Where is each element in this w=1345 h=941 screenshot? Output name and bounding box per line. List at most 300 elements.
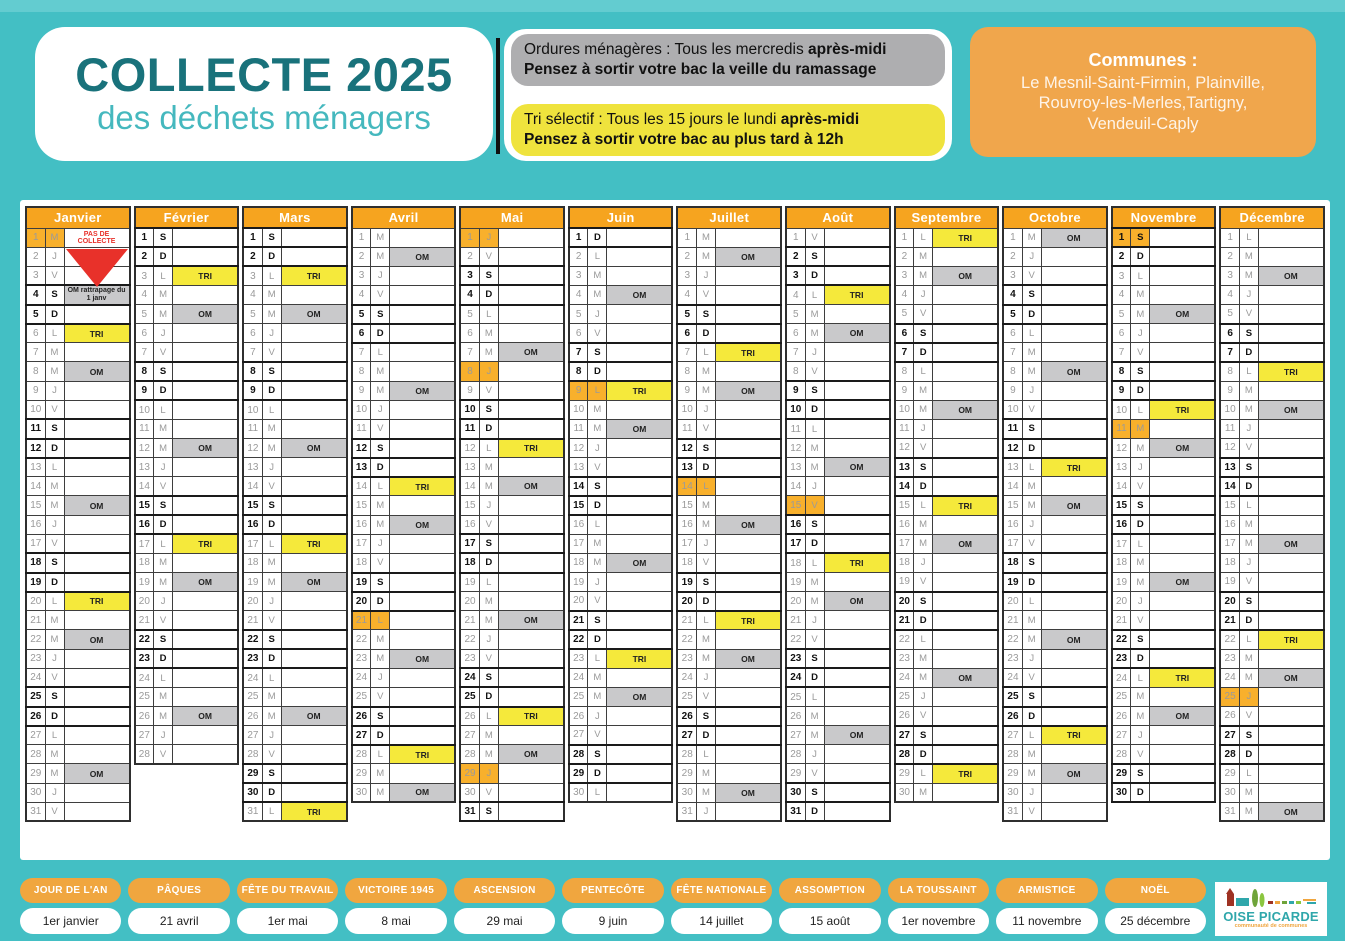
day-letter: L [805,687,824,706]
day-row [1112,419,1216,438]
day-marker [64,400,130,419]
day-row [786,381,890,400]
day-marker [1041,477,1107,496]
day-row [135,419,239,438]
day-row [1003,649,1107,668]
day-letter: M [696,381,715,400]
day-row [786,630,890,649]
day-letter: V [45,534,64,553]
day-letter: D [588,362,607,381]
day-number: 19 [1112,573,1131,592]
day-letter: D [371,592,390,611]
day-number: 20 [1003,592,1022,611]
day-row [1112,611,1216,630]
day-marker [607,266,673,285]
day-number: 2 [677,247,696,266]
day-letter: M [479,458,498,477]
day-row [1220,439,1324,458]
day-number: 20 [895,592,914,611]
day-row [460,228,564,247]
om-marker: OM [1150,305,1216,324]
day-number: 2 [26,247,45,266]
day-letter: M [588,687,607,706]
day-row [895,400,999,419]
day-number: 18 [1220,553,1239,572]
day-row [243,381,347,400]
om-marker: OM [1150,439,1216,458]
day-number: 1 [243,228,262,247]
day-row [26,630,130,649]
day-letter: V [914,305,933,324]
day-row [569,764,673,783]
day-row [135,668,239,687]
day-number: 18 [460,553,479,572]
day-row [460,324,564,343]
day-letter: J [1239,285,1258,304]
day-number: 6 [786,324,805,343]
day-marker [498,458,564,477]
day-row [135,534,239,553]
om-marker: OM [64,630,130,649]
day-letter: S [914,726,933,745]
day-row [1003,726,1107,745]
day-row [352,477,456,496]
tri-marker: TRI [933,496,999,515]
day-number: 31 [26,802,45,821]
om-marker: OM [498,611,564,630]
day-letter: L [45,324,64,343]
day-marker [1041,534,1107,553]
day-marker [933,419,999,438]
day-marker [390,266,456,285]
day-row [243,726,347,745]
day-letter: J [696,400,715,419]
day-number: 6 [460,324,479,343]
day-number: 23 [135,649,154,668]
day-marker [1041,553,1107,572]
tri-marker: TRI [824,553,890,572]
om-marker: OM [173,439,239,458]
day-number: 3 [1112,266,1131,285]
day-number: 18 [786,553,805,572]
month-header: Octobre [1003,207,1107,228]
day-marker [1150,515,1216,534]
day-letter: S [371,439,390,458]
day-marker [715,553,781,572]
day-number: 25 [460,687,479,706]
day-row [895,630,999,649]
day-marker [173,362,239,381]
day-number: 16 [26,515,45,534]
day-marker [64,534,130,553]
day-letter: L [914,630,933,649]
day-marker [1258,439,1324,458]
day-row [1003,305,1107,324]
holiday-label: ASCENSION [454,878,555,903]
day-row [26,515,130,534]
day-row [786,802,890,821]
day-number: 16 [569,515,588,534]
day-number: 4 [26,285,45,304]
day-row [786,611,890,630]
month-février [134,206,240,765]
day-number: 16 [1112,515,1131,534]
day-row [243,439,347,458]
day-number: 13 [352,458,371,477]
day-number: 30 [786,783,805,802]
day-letter: S [805,247,824,266]
day-letter: J [805,343,824,362]
month-juin [568,206,674,803]
day-letter: M [154,305,173,324]
day-marker [498,496,564,515]
day-row [1220,496,1324,515]
day-row [677,419,781,438]
day-marker [281,285,347,304]
day-number: 6 [677,324,696,343]
day-letter: J [914,285,933,304]
day-number: 19 [26,573,45,592]
day-marker [64,687,130,706]
day-row [1220,687,1324,706]
day-row [1112,266,1216,285]
day-marker [824,362,890,381]
day-number: 11 [1112,419,1131,438]
day-number: 23 [1112,649,1131,668]
day-letter: L [262,400,281,419]
day-row [243,764,347,783]
day-marker [173,324,239,343]
day-letter: D [1022,573,1041,592]
day-letter: M [154,687,173,706]
day-number: 16 [1220,515,1239,534]
day-row [243,458,347,477]
om-marker: OM [1150,707,1216,726]
day-marker [281,419,347,438]
holiday-label: ARMISTICE [996,878,1097,903]
day-letter: L [1239,764,1258,783]
day-letter: V [154,477,173,496]
day-marker [824,611,890,630]
day-letter: M [1022,228,1041,247]
day-number: 20 [352,592,371,611]
day-number: 21 [677,611,696,630]
day-row [895,477,999,496]
day-row [1003,515,1107,534]
day-letter: J [914,419,933,438]
day-letter: S [1131,362,1150,381]
holiday-label: PENTECÔTE [562,878,663,903]
day-letter: V [1239,305,1258,324]
day-marker [1150,228,1216,247]
day-row [677,745,781,764]
day-number: 15 [243,496,262,515]
day-letter: L [914,362,933,381]
day-marker [1150,496,1216,515]
day-letter: V [1022,266,1041,285]
day-marker [607,228,673,247]
tri-marker: TRI [173,266,239,285]
day-row [1003,400,1107,419]
day-row [135,285,239,304]
holiday-label: FÊTE NATIONALE [671,878,772,903]
day-row [135,381,239,400]
day-marker [498,687,564,706]
day-letter: V [154,343,173,362]
day-marker [1258,477,1324,496]
day-row [352,764,456,783]
day-row [460,266,564,285]
day-number: 31 [1220,802,1239,821]
day-row [460,592,564,611]
day-marker [498,764,564,783]
day-row [786,668,890,687]
day-row [26,305,130,324]
day-marker [1150,726,1216,745]
day-letter: J [1022,783,1041,802]
day-row [26,477,130,496]
day-marker [64,381,130,400]
day-letter: S [45,285,64,304]
day-letter: M [371,783,390,802]
day-letter: J [45,515,64,534]
day-row [895,381,999,400]
day-letter: V [479,247,498,266]
om-marker: OM [715,515,781,534]
day-letter: L [1131,668,1150,687]
day-letter: J [45,783,64,802]
day-letter: J [371,668,390,687]
day-letter: L [914,228,933,247]
day-number: 18 [135,553,154,572]
day-number: 31 [786,802,805,821]
communes-line-3: Vendeuil-Caply [1087,114,1199,133]
day-number: 16 [1003,515,1022,534]
day-number: 11 [677,419,696,438]
day-row [26,324,130,343]
day-number: 19 [1003,573,1022,592]
day-letter: D [588,228,607,247]
day-row [1112,496,1216,515]
day-number: 25 [352,687,371,706]
day-letter: M [479,592,498,611]
day-marker [1041,573,1107,592]
day-number: 5 [243,305,262,324]
day-number: 17 [135,534,154,553]
day-row [135,400,239,419]
day-letter: D [805,534,824,553]
day-letter: J [805,745,824,764]
day-number: 20 [569,592,588,611]
day-number: 1 [460,228,479,247]
day-letter: S [914,324,933,343]
day-row [460,764,564,783]
day-marker [1258,381,1324,400]
day-letter: V [262,477,281,496]
day-row [895,687,999,706]
day-number: 28 [243,745,262,764]
day-marker [173,400,239,419]
day-letter: M [45,496,64,515]
day-letter: J [154,458,173,477]
day-number: 25 [1112,687,1131,706]
day-marker [824,343,890,362]
day-letter: L [696,611,715,630]
day-marker [390,305,456,324]
day-number: 26 [1112,707,1131,726]
top-strip [0,0,1345,12]
holiday-label: ASSOMPTION [779,878,880,903]
day-letter: S [154,228,173,247]
day-letter: V [914,573,933,592]
day-row [460,477,564,496]
day-number: 12 [786,439,805,458]
day-number: 28 [1003,745,1022,764]
day-marker [1258,764,1324,783]
day-row [895,305,999,324]
day-letter: J [45,381,64,400]
om-marker: OM [1041,362,1107,381]
day-row [677,726,781,745]
day-marker [498,649,564,668]
day-letter: S [479,400,498,419]
day-marker [1041,266,1107,285]
day-letter: V [1239,439,1258,458]
day-letter: L [1131,266,1150,285]
day-marker [824,649,890,668]
special-marker: OM rattrapage du 1 janv [64,285,130,304]
day-row [352,649,456,668]
day-letter: J [588,305,607,324]
day-marker [715,764,781,783]
om-marker: OM [1258,668,1324,687]
day-number: 14 [569,477,588,496]
day-letter: L [479,439,498,458]
day-letter: M [588,419,607,438]
day-row [1220,381,1324,400]
day-row [1220,419,1324,438]
day-letter: M [914,534,933,553]
day-number: 11 [569,419,588,438]
day-row [352,324,456,343]
day-row [26,764,130,783]
day-marker [824,802,890,821]
day-marker [173,343,239,362]
day-letter: M [914,649,933,668]
day-marker [1150,745,1216,764]
day-number: 18 [677,553,696,572]
day-row [243,228,347,247]
day-row [895,285,999,304]
day-row [26,649,130,668]
day-row [1112,324,1216,343]
day-marker [933,285,999,304]
day-number: 1 [677,228,696,247]
day-letter: L [479,305,498,324]
day-letter: M [1239,400,1258,419]
day-letter: M [45,477,64,496]
day-row [1112,707,1216,726]
day-number: 10 [352,400,371,419]
day-marker [64,305,130,324]
day-letter: J [1022,247,1041,266]
day-row [460,573,564,592]
day-number: 7 [677,343,696,362]
day-number: 17 [786,534,805,553]
day-letter: M [914,783,933,802]
day-number: 23 [352,649,371,668]
day-row [352,745,456,764]
day-letter: M [1239,534,1258,553]
day-number: 7 [1112,343,1131,362]
day-marker [933,553,999,572]
day-row [26,534,130,553]
day-row [1220,668,1324,687]
day-row [352,687,456,706]
day-marker [824,745,890,764]
day-number: 13 [1003,458,1022,477]
day-marker [64,477,130,496]
om-marker: OM [281,707,347,726]
day-row [1003,783,1107,802]
day-letter: M [1239,668,1258,687]
month-septembre [894,206,1000,803]
holiday-item [779,878,880,934]
day-letter: M [154,707,173,726]
day-letter: D [262,381,281,400]
day-letter: M [1022,764,1041,783]
day-marker [390,285,456,304]
day-number: 9 [135,381,154,400]
day-number: 3 [677,266,696,285]
holiday-date: 9 juin [562,908,663,934]
day-marker [1150,381,1216,400]
day-number: 16 [786,515,805,534]
day-number: 28 [677,745,696,764]
day-row [786,764,890,783]
day-letter: D [1239,745,1258,764]
day-marker [715,458,781,477]
day-number: 19 [243,573,262,592]
day-marker [498,419,564,438]
day-row [677,477,781,496]
communes-box [970,27,1316,157]
day-row [460,687,564,706]
om-marker: OM [715,381,781,400]
day-marker [1150,266,1216,285]
day-row [1112,458,1216,477]
day-number: 4 [786,285,805,304]
day-row [1220,228,1324,247]
day-marker [64,343,130,362]
day-number: 7 [1220,343,1239,362]
day-marker [281,611,347,630]
day-number: 18 [26,553,45,572]
day-row [352,285,456,304]
day-row [895,228,999,247]
day-row [677,458,781,477]
day-number: 24 [786,668,805,687]
day-row [569,266,673,285]
day-number: 21 [135,611,154,630]
day-letter: L [371,745,390,764]
day-number: 26 [26,707,45,726]
day-letter: D [154,515,173,534]
day-row [895,419,999,438]
day-letter: M [588,285,607,304]
day-number: 30 [352,783,371,802]
day-letter: S [588,611,607,630]
